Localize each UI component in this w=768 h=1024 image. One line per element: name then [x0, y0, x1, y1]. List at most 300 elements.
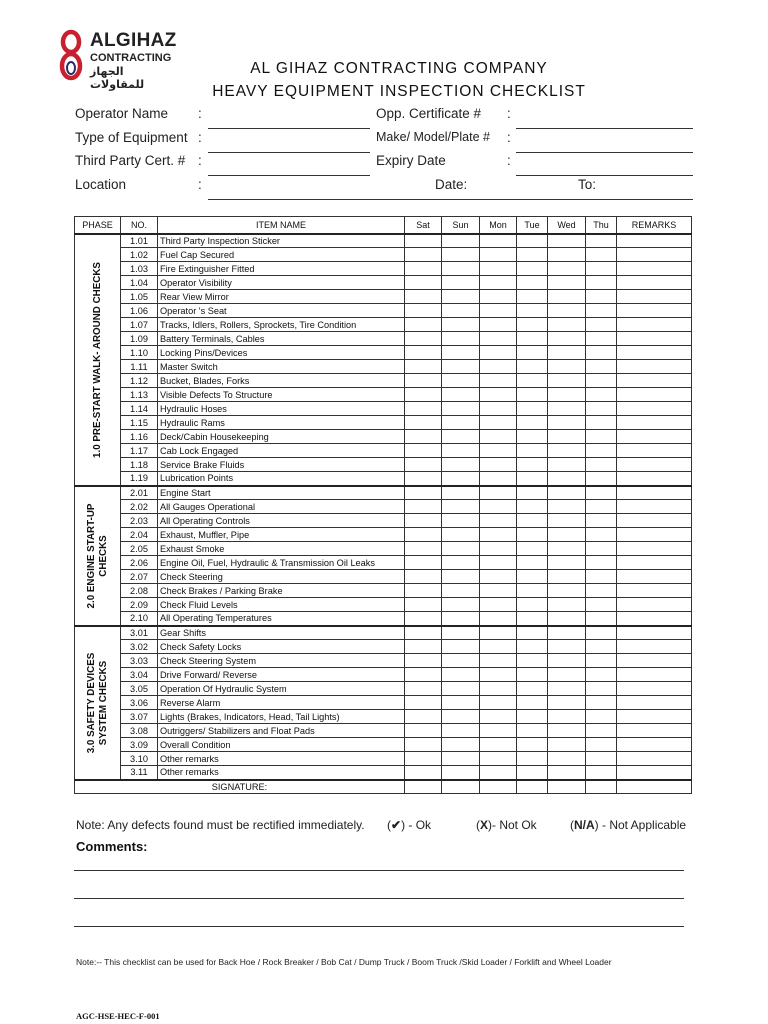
mon-check-cell[interactable]	[480, 598, 517, 612]
sun-check-cell[interactable]	[442, 304, 480, 318]
sun-check-cell[interactable]	[442, 430, 480, 444]
remarks-check-cell[interactable]	[617, 668, 692, 682]
sun-check-cell[interactable]	[442, 598, 480, 612]
sun-check-cell[interactable]	[442, 472, 480, 486]
remarks-check-cell[interactable]	[617, 724, 692, 738]
wed-check-cell[interactable]	[548, 444, 586, 458]
sun-check-cell[interactable]	[442, 752, 480, 766]
sun-check-cell[interactable]	[442, 290, 480, 304]
sun-check-cell[interactable]	[442, 402, 480, 416]
sat-check-cell[interactable]	[405, 738, 442, 752]
opp-certificate-field[interactable]	[516, 128, 693, 129]
thu-check-cell[interactable]	[586, 472, 617, 486]
remarks-check-cell[interactable]	[617, 528, 692, 542]
remarks-check-cell[interactable]	[617, 640, 692, 654]
wed-check-cell[interactable]	[548, 318, 586, 332]
remarks-check-cell[interactable]	[617, 556, 692, 570]
remarks-check-cell[interactable]	[617, 766, 692, 780]
remarks-check-cell[interactable]	[617, 542, 692, 556]
sat-check-cell[interactable]	[405, 500, 442, 514]
mon-check-cell[interactable]	[480, 472, 517, 486]
wed-check-cell[interactable]	[548, 724, 586, 738]
sun-check-cell[interactable]	[442, 612, 480, 626]
item-name: Visible Defects To Structure	[158, 388, 405, 402]
sat-check-cell[interactable]	[405, 752, 442, 766]
wed-check-cell[interactable]	[548, 514, 586, 528]
sun-check-cell[interactable]	[442, 262, 480, 276]
sun-check-cell[interactable]	[442, 710, 480, 724]
sat-check-cell[interactable]	[405, 374, 442, 388]
tue-check-cell[interactable]	[517, 612, 548, 626]
thu-check-cell[interactable]	[586, 514, 617, 528]
signature-label: SIGNATURE:	[75, 780, 405, 794]
thu-check-cell[interactable]	[586, 654, 617, 668]
sat-check-cell[interactable]	[405, 612, 442, 626]
thu-check-cell[interactable]	[586, 318, 617, 332]
mon-check-cell[interactable]	[480, 360, 517, 374]
sun-check-cell[interactable]	[442, 584, 480, 598]
thu-check-cell[interactable]	[586, 290, 617, 304]
mon-check-cell[interactable]	[480, 682, 517, 696]
sat-check-cell[interactable]	[405, 514, 442, 528]
wed-check-cell[interactable]	[548, 696, 586, 710]
type-of-equipment-field[interactable]	[208, 152, 370, 153]
wed-check-cell[interactable]	[548, 290, 586, 304]
thu-check-cell[interactable]	[586, 430, 617, 444]
mon-check-cell[interactable]	[480, 528, 517, 542]
tue-check-cell[interactable]	[517, 626, 548, 640]
sat-check-cell[interactable]	[405, 234, 442, 248]
tue-check-cell[interactable]	[517, 458, 548, 472]
mon-check-cell[interactable]	[480, 542, 517, 556]
sun-check-cell[interactable]	[442, 514, 480, 528]
thu-check-cell[interactable]	[586, 332, 617, 346]
mon-check-cell[interactable]	[480, 346, 517, 360]
item-name: Service Brake Fluids	[158, 458, 405, 472]
wed-check-cell[interactable]	[548, 556, 586, 570]
sat-check-cell[interactable]	[405, 346, 442, 360]
tue-check-cell[interactable]	[517, 598, 548, 612]
thu-check-cell[interactable]	[586, 598, 617, 612]
tue-check-cell[interactable]	[517, 360, 548, 374]
remarks-check-cell[interactable]	[617, 276, 692, 290]
thu-check-cell[interactable]	[586, 262, 617, 276]
thu-check-cell[interactable]	[586, 346, 617, 360]
wed-check-cell[interactable]	[548, 262, 586, 276]
sun-check-cell[interactable]	[442, 234, 480, 248]
sat-check-cell[interactable]	[405, 360, 442, 374]
tue-check-cell[interactable]	[517, 514, 548, 528]
sat-check-cell[interactable]	[405, 766, 442, 780]
tue-check-cell[interactable]	[517, 570, 548, 584]
sat-check-cell[interactable]	[405, 570, 442, 584]
remarks-check-cell[interactable]	[617, 752, 692, 766]
tue-check-cell[interactable]	[517, 276, 548, 290]
sat-check-cell[interactable]	[405, 248, 442, 262]
remarks-check-cell[interactable]	[617, 738, 692, 752]
wed-check-cell[interactable]	[548, 304, 586, 318]
tue-check-cell[interactable]	[517, 584, 548, 598]
sun-check-cell[interactable]	[442, 248, 480, 262]
sun-check-cell[interactable]	[442, 332, 480, 346]
wed-check-cell[interactable]	[548, 332, 586, 346]
thu-check-cell[interactable]	[586, 738, 617, 752]
mon-check-cell[interactable]	[480, 388, 517, 402]
wed-check-cell[interactable]	[548, 682, 586, 696]
tue-check-cell[interactable]	[517, 262, 548, 276]
sun-check-cell[interactable]	[442, 682, 480, 696]
sat-check-cell[interactable]	[405, 332, 442, 346]
sat-check-cell[interactable]	[405, 640, 442, 654]
sun-check-cell[interactable]	[442, 556, 480, 570]
thu-check-cell[interactable]	[586, 766, 617, 780]
wed-check-cell[interactable]	[548, 752, 586, 766]
sat-check-cell[interactable]	[405, 710, 442, 724]
sat-check-cell[interactable]	[405, 402, 442, 416]
sat-check-cell[interactable]	[405, 556, 442, 570]
tue-check-cell[interactable]	[517, 444, 548, 458]
mon-check-cell[interactable]	[480, 234, 517, 248]
sun-check-cell[interactable]	[442, 766, 480, 780]
remarks-check-cell[interactable]	[617, 388, 692, 402]
remarks-check-cell[interactable]	[617, 430, 692, 444]
remarks-check-cell[interactable]	[617, 332, 692, 346]
remarks-check-cell[interactable]	[617, 248, 692, 262]
mon-check-cell[interactable]	[480, 640, 517, 654]
sat-check-cell[interactable]	[405, 528, 442, 542]
remarks-check-cell[interactable]	[617, 514, 692, 528]
wed-check-cell[interactable]	[548, 388, 586, 402]
thu-check-cell[interactable]	[586, 360, 617, 374]
wed-check-cell[interactable]	[548, 626, 586, 640]
table-row	[75, 318, 692, 332]
wed-check-cell[interactable]	[548, 654, 586, 668]
wed-check-cell[interactable]	[548, 402, 586, 416]
sun-check-cell[interactable]	[442, 696, 480, 710]
remarks-check-cell[interactable]	[617, 234, 692, 248]
tue-check-cell[interactable]	[517, 290, 548, 304]
thu-check-cell[interactable]	[586, 640, 617, 654]
column-header: Thu	[586, 217, 617, 234]
sat-check-cell[interactable]	[405, 584, 442, 598]
sun-check-cell[interactable]	[442, 626, 480, 640]
remarks-check-cell[interactable]	[617, 290, 692, 304]
sat-check-cell[interactable]	[405, 262, 442, 276]
mon-check-cell[interactable]	[480, 402, 517, 416]
thu-check-cell[interactable]	[586, 584, 617, 598]
thu-check-cell[interactable]	[586, 276, 617, 290]
mon-check-cell[interactable]	[480, 710, 517, 724]
item-name: Fuel Cap Secured	[158, 248, 405, 262]
wed-check-cell[interactable]	[548, 430, 586, 444]
tue-check-cell[interactable]	[517, 346, 548, 360]
wed-check-cell[interactable]	[548, 416, 586, 430]
wed-check-cell[interactable]	[548, 738, 586, 752]
mon-check-cell[interactable]	[480, 318, 517, 332]
thu-signature-cell[interactable]	[586, 780, 617, 794]
tue-check-cell[interactable]	[517, 556, 548, 570]
sun-check-cell[interactable]	[442, 654, 480, 668]
sun-signature-cell[interactable]	[442, 780, 480, 794]
remarks-check-cell[interactable]	[617, 626, 692, 640]
sun-check-cell[interactable]	[442, 458, 480, 472]
sat-signature-cell[interactable]	[405, 780, 442, 794]
tue-check-cell[interactable]	[517, 752, 548, 766]
tue-check-cell[interactable]	[517, 766, 548, 780]
thu-check-cell[interactable]	[586, 668, 617, 682]
sun-check-cell[interactable]	[442, 318, 480, 332]
mon-check-cell[interactable]	[480, 248, 517, 262]
remarks-check-cell[interactable]	[617, 612, 692, 626]
remarks-check-cell[interactable]	[617, 654, 692, 668]
sat-check-cell[interactable]	[405, 276, 442, 290]
tue-check-cell[interactable]	[517, 472, 548, 486]
remarks-check-cell[interactable]	[617, 500, 692, 514]
sun-check-cell[interactable]	[442, 500, 480, 514]
tue-signature-cell[interactable]	[517, 780, 548, 794]
comment-line[interactable]	[74, 926, 684, 927]
sat-check-cell[interactable]	[405, 444, 442, 458]
tue-check-cell[interactable]	[517, 248, 548, 262]
tue-check-cell[interactable]	[517, 542, 548, 556]
wed-check-cell[interactable]	[548, 346, 586, 360]
mon-check-cell[interactable]	[480, 486, 517, 500]
operator-name-field[interactable]	[208, 128, 370, 129]
tue-check-cell[interactable]	[517, 528, 548, 542]
mon-check-cell[interactable]	[480, 668, 517, 682]
sat-check-cell[interactable]	[405, 318, 442, 332]
tue-check-cell[interactable]	[517, 640, 548, 654]
item-name: Hydraulic Hoses	[158, 402, 405, 416]
mon-check-cell[interactable]	[480, 304, 517, 318]
wed-check-cell[interactable]	[548, 458, 586, 472]
tue-check-cell[interactable]	[517, 500, 548, 514]
sun-check-cell[interactable]	[442, 360, 480, 374]
comment-line[interactable]	[74, 898, 684, 899]
remarks-check-cell[interactable]	[617, 570, 692, 584]
tue-check-cell[interactable]	[517, 416, 548, 430]
thu-check-cell[interactable]	[586, 682, 617, 696]
mon-check-cell[interactable]	[480, 500, 517, 514]
remarks-check-cell[interactable]	[617, 444, 692, 458]
tue-check-cell[interactable]	[517, 682, 548, 696]
thu-check-cell[interactable]	[586, 570, 617, 584]
sun-check-cell[interactable]	[442, 738, 480, 752]
tue-check-cell[interactable]	[517, 374, 548, 388]
table-row	[75, 234, 692, 248]
expiry-date-field[interactable]	[516, 175, 693, 176]
thu-check-cell[interactable]	[586, 416, 617, 430]
remarks-check-cell[interactable]	[617, 598, 692, 612]
remarks-check-cell[interactable]	[617, 696, 692, 710]
remarks-check-cell[interactable]	[617, 262, 692, 276]
thu-check-cell[interactable]	[586, 458, 617, 472]
mon-check-cell[interactable]	[480, 654, 517, 668]
remarks-check-cell[interactable]	[617, 318, 692, 332]
location-date-field[interactable]	[208, 199, 693, 200]
tue-check-cell[interactable]	[517, 668, 548, 682]
wed-check-cell[interactable]	[548, 640, 586, 654]
wed-check-cell[interactable]	[548, 276, 586, 290]
wed-check-cell[interactable]	[548, 766, 586, 780]
mon-check-cell[interactable]	[480, 416, 517, 430]
mon-check-cell[interactable]	[480, 556, 517, 570]
mon-check-cell[interactable]	[480, 374, 517, 388]
comment-line[interactable]	[74, 870, 684, 871]
mon-check-cell[interactable]	[480, 514, 517, 528]
wed-check-cell[interactable]	[548, 234, 586, 248]
tue-check-cell[interactable]	[517, 486, 548, 500]
sat-check-cell[interactable]	[405, 304, 442, 318]
thu-check-cell[interactable]	[586, 626, 617, 640]
thu-check-cell[interactable]	[586, 542, 617, 556]
sun-check-cell[interactable]	[442, 486, 480, 500]
remarks-check-cell[interactable]	[617, 374, 692, 388]
sat-check-cell[interactable]	[405, 486, 442, 500]
sat-check-cell[interactable]	[405, 724, 442, 738]
sat-check-cell[interactable]	[405, 626, 442, 640]
sat-check-cell[interactable]	[405, 682, 442, 696]
mon-check-cell[interactable]	[480, 752, 517, 766]
remarks-check-cell[interactable]	[617, 304, 692, 318]
wed-check-cell[interactable]	[548, 248, 586, 262]
remarks-signature-cell[interactable]	[617, 780, 692, 794]
mon-check-cell[interactable]	[480, 626, 517, 640]
sun-check-cell[interactable]	[442, 416, 480, 430]
thu-check-cell[interactable]	[586, 486, 617, 500]
mon-check-cell[interactable]	[480, 724, 517, 738]
remarks-check-cell[interactable]	[617, 682, 692, 696]
sat-check-cell[interactable]	[405, 290, 442, 304]
sun-check-cell[interactable]	[442, 668, 480, 682]
wed-check-cell[interactable]	[548, 612, 586, 626]
thu-check-cell[interactable]	[586, 710, 617, 724]
mon-check-cell[interactable]	[480, 696, 517, 710]
sun-check-cell[interactable]	[442, 528, 480, 542]
sat-check-cell[interactable]	[405, 668, 442, 682]
remarks-check-cell[interactable]	[617, 360, 692, 374]
thu-check-cell[interactable]	[586, 388, 617, 402]
thu-check-cell[interactable]	[586, 556, 617, 570]
mon-check-cell[interactable]	[480, 570, 517, 584]
mon-check-cell[interactable]	[480, 290, 517, 304]
wed-check-cell[interactable]	[548, 668, 586, 682]
thu-check-cell[interactable]	[586, 402, 617, 416]
sun-check-cell[interactable]	[442, 640, 480, 654]
sat-check-cell[interactable]	[405, 654, 442, 668]
wed-check-cell[interactable]	[548, 472, 586, 486]
thu-check-cell[interactable]	[586, 724, 617, 738]
tue-check-cell[interactable]	[517, 234, 548, 248]
remarks-check-cell[interactable]	[617, 346, 692, 360]
sun-check-cell[interactable]	[442, 444, 480, 458]
remarks-check-cell[interactable]	[617, 710, 692, 724]
wed-check-cell[interactable]	[548, 528, 586, 542]
mon-signature-cell[interactable]	[480, 780, 517, 794]
thu-check-cell[interactable]	[586, 444, 617, 458]
mon-check-cell[interactable]	[480, 332, 517, 346]
sun-check-cell[interactable]	[442, 388, 480, 402]
thu-check-cell[interactable]	[586, 752, 617, 766]
wed-check-cell[interactable]	[548, 542, 586, 556]
thu-check-cell[interactable]	[586, 304, 617, 318]
sun-check-cell[interactable]	[442, 542, 480, 556]
mon-check-cell[interactable]	[480, 458, 517, 472]
wed-check-cell[interactable]	[548, 598, 586, 612]
remarks-check-cell[interactable]	[617, 416, 692, 430]
mon-check-cell[interactable]	[480, 430, 517, 444]
mon-check-cell[interactable]	[480, 444, 517, 458]
third-party-cert-field[interactable]	[208, 175, 370, 176]
mon-check-cell[interactable]	[480, 276, 517, 290]
thu-check-cell[interactable]	[586, 248, 617, 262]
thu-check-cell[interactable]	[586, 612, 617, 626]
defects-note: Note: Any defects found must be rectified immediately.	[76, 818, 365, 832]
wed-check-cell[interactable]	[548, 570, 586, 584]
tue-check-cell[interactable]	[517, 724, 548, 738]
mon-check-cell[interactable]	[480, 738, 517, 752]
remarks-check-cell[interactable]	[617, 486, 692, 500]
wed-check-cell[interactable]	[548, 584, 586, 598]
sat-check-cell[interactable]	[405, 472, 442, 486]
tue-check-cell[interactable]	[517, 710, 548, 724]
wed-check-cell[interactable]	[548, 486, 586, 500]
remarks-check-cell[interactable]	[617, 472, 692, 486]
tue-check-cell[interactable]	[517, 388, 548, 402]
remarks-check-cell[interactable]	[617, 402, 692, 416]
tue-check-cell[interactable]	[517, 332, 548, 346]
sat-check-cell[interactable]	[405, 416, 442, 430]
phase-cell	[75, 626, 121, 780]
tue-check-cell[interactable]	[517, 402, 548, 416]
sun-check-cell[interactable]	[442, 346, 480, 360]
wed-signature-cell[interactable]	[548, 780, 586, 794]
sat-check-cell[interactable]	[405, 696, 442, 710]
tue-check-cell[interactable]	[517, 318, 548, 332]
sun-check-cell[interactable]	[442, 374, 480, 388]
tue-check-cell[interactable]	[517, 738, 548, 752]
mon-check-cell[interactable]	[480, 612, 517, 626]
tue-check-cell[interactable]	[517, 304, 548, 318]
mon-check-cell[interactable]	[480, 584, 517, 598]
wed-check-cell[interactable]	[548, 360, 586, 374]
thu-check-cell[interactable]	[586, 500, 617, 514]
sat-check-cell[interactable]	[405, 542, 442, 556]
thu-check-cell[interactable]	[586, 528, 617, 542]
remarks-check-cell[interactable]	[617, 584, 692, 598]
mon-check-cell[interactable]	[480, 262, 517, 276]
thu-check-cell[interactable]	[586, 696, 617, 710]
thu-check-cell[interactable]	[586, 374, 617, 388]
sat-check-cell[interactable]	[405, 458, 442, 472]
wed-check-cell[interactable]	[548, 500, 586, 514]
sat-check-cell[interactable]	[405, 388, 442, 402]
thu-check-cell[interactable]	[586, 234, 617, 248]
sat-check-cell[interactable]	[405, 598, 442, 612]
wed-check-cell[interactable]	[548, 374, 586, 388]
sun-check-cell[interactable]	[442, 724, 480, 738]
tue-check-cell[interactable]	[517, 654, 548, 668]
remarks-check-cell[interactable]	[617, 458, 692, 472]
mon-check-cell[interactable]	[480, 766, 517, 780]
sun-check-cell[interactable]	[442, 276, 480, 290]
wed-check-cell[interactable]	[548, 710, 586, 724]
sun-check-cell[interactable]	[442, 570, 480, 584]
tue-check-cell[interactable]	[517, 430, 548, 444]
make-model-plate-field[interactable]	[516, 152, 693, 153]
tue-check-cell[interactable]	[517, 696, 548, 710]
sat-check-cell[interactable]	[405, 430, 442, 444]
